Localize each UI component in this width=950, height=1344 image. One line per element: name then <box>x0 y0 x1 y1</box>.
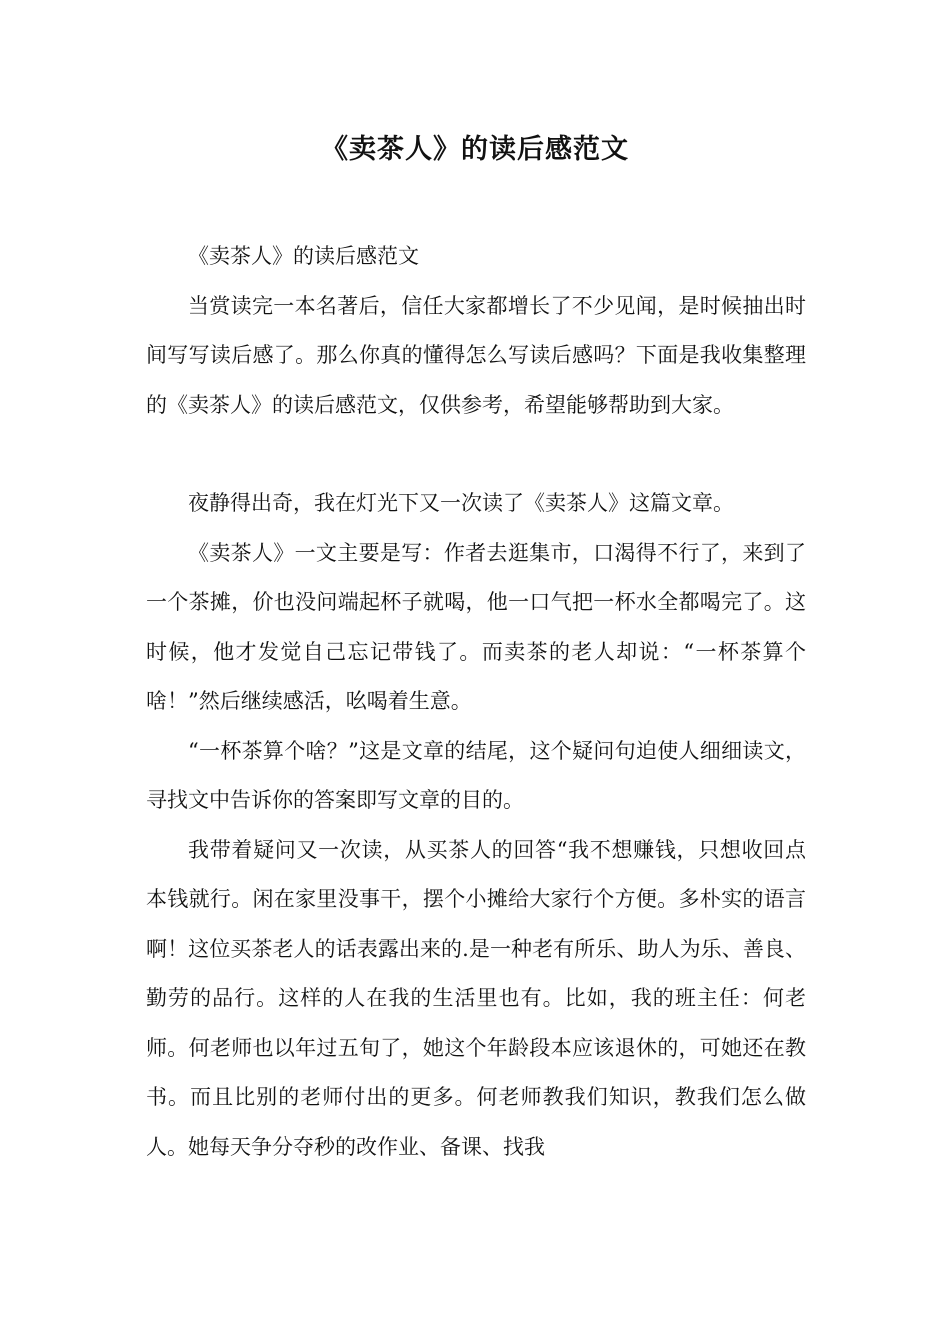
paragraph-subtitle: 《卖茶人》的读后感范文 <box>188 244 419 268</box>
paragraph-night: 夜静得出奇，我在灯光下又一次读了《卖茶人》这篇文章。 <box>188 491 734 515</box>
paragraph-intro: 当赏读完一本名著后，信任大家都增长了不少见闻，是时候抽出时间写写读后感了。那么你真的懂得怎么写读后感吗？下面是我收集整理的《卖茶人》的读后感范文，仅供参考，希望能够帮助到大家。 <box>146 293 806 417</box>
paragraph-reflection: 我带着疑问又一次读，从买茶人的回答“我不想赚钱，只想收回点本钱就行。闲在家里没事干，摆个小摊给大家行个方便。多朴实的语言啊！这位买茶老人的话表露出来的.是一种老有所乐、助人为乐、善良、勤劳的品行。这样的人在我的生活里也有。比如，我的班主任：何老师。何老师也以年过五旬了，她这个年龄段本应该退休的，可她还在教书。而且比别的老师付出的更多。何老师教我们知识，教我们怎么做人。她每天争分夺秒的改作业、备课、找我 <box>146 837 806 1159</box>
document-body <box>146 232 806 1172</box>
paragraph-summary: 《卖茶人》一文主要是写：作者去逛集市，口渴得不行了，来到了一个茶摊，价也没问端起杯子就喝，他一口气把一杯水全都喝完了。这时候，他才发觉自己忘记带钱了。而卖茶的老人却说：“一杯茶算个啥！”然后继续感活，吆喝着生意。 <box>146 540 806 713</box>
document-title: 《卖茶人》的读后感范文 <box>321 134 629 165</box>
paragraph-question: “一杯茶算个啥？”这是文章的结尾，这个疑问句迫使人细细读文，寻找文中告诉你的答案即写文章的目的。 <box>146 738 806 812</box>
